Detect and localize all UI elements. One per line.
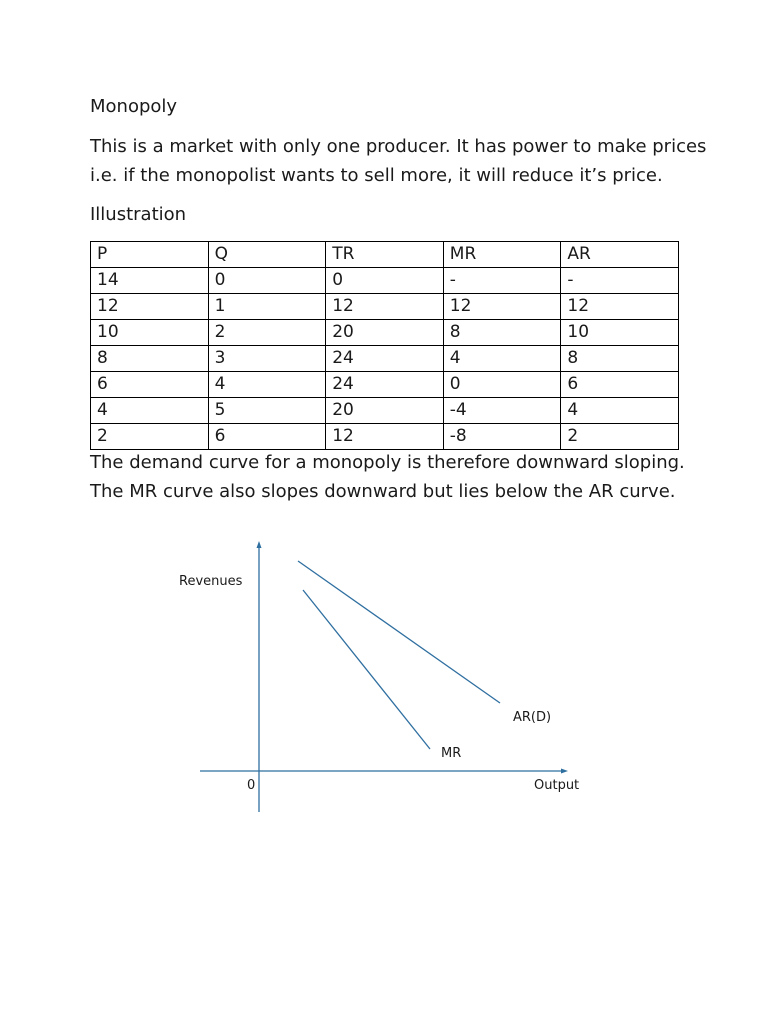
table-cell: 3 (208, 346, 326, 372)
table-cell: 6 (208, 424, 326, 450)
table-cell: 2 (208, 320, 326, 346)
table-cell: 8 (91, 346, 209, 372)
mr-curve (303, 590, 430, 749)
table-header-row (91, 242, 679, 268)
table-header-cell: AR (561, 242, 679, 268)
x-axis (200, 769, 568, 774)
table-row (91, 398, 679, 424)
table-cell: 12 (326, 424, 444, 450)
table-cell: 8 (561, 346, 679, 372)
table-row (91, 294, 679, 320)
table-header-cell: Q (208, 242, 326, 268)
conclusion-line-2: The MR curve also slopes downward but lies below the AR curve. (90, 481, 676, 502)
illustration-label: Illustration (90, 204, 187, 225)
table-cell: 2 (91, 424, 209, 450)
x-axis-label: Output (534, 778, 580, 793)
table-cell: 24 (326, 372, 444, 398)
table-cell: 12 (91, 294, 209, 320)
origin-label: 0 (247, 778, 256, 793)
table-cell: -8 (443, 424, 561, 450)
page-heading: Monopoly (90, 96, 178, 117)
y-axis-label: Revenues (179, 574, 243, 589)
table-cell: 0 (326, 268, 444, 294)
table-cell: 8 (443, 320, 561, 346)
intro-paragraph (90, 132, 706, 190)
intro-line-2: i.e. if the monopolist wants to sell more, it will reduce it’s price. (90, 165, 663, 186)
table-cell: 10 (91, 320, 209, 346)
table-cell: 0 (208, 268, 326, 294)
table-row (91, 424, 679, 450)
table-row (91, 372, 679, 398)
table-row (91, 320, 679, 346)
intro-line-1: This is a market with only one producer. It has power to make prices (90, 136, 707, 157)
table-cell: 12 (326, 294, 444, 320)
table-cell: 4 (91, 398, 209, 424)
table-cell: 4 (208, 372, 326, 398)
ar-curve-label: AR(D) (513, 710, 552, 725)
table-cell: -4 (443, 398, 561, 424)
table-cell: 14 (91, 268, 209, 294)
table-cell: - (561, 268, 679, 294)
table-cell: 6 (561, 372, 679, 398)
table-row (91, 346, 679, 372)
conclusion-paragraph (90, 448, 685, 506)
table-cell: 20 (326, 320, 444, 346)
table-cell: 10 (561, 320, 679, 346)
mr-curve-label: MR (441, 746, 462, 761)
table-cell: 6 (91, 372, 209, 398)
table-cell: 12 (561, 294, 679, 320)
conclusion-line-1: The demand curve for a monopoly is therefore downward sloping. (90, 452, 685, 473)
revenue-table (90, 241, 679, 450)
table-row (91, 268, 679, 294)
table-header-cell: MR (443, 242, 561, 268)
table-cell: 4 (443, 346, 561, 372)
table-cell: 1 (208, 294, 326, 320)
table-header-cell: TR (326, 242, 444, 268)
table-cell: - (443, 268, 561, 294)
ar-demand-curve (298, 561, 500, 703)
y-axis (257, 541, 262, 812)
table-cell: 12 (443, 294, 561, 320)
table-cell: 5 (208, 398, 326, 424)
table-header-cell: P (91, 242, 209, 268)
table-cell: 2 (561, 424, 679, 450)
table-cell: 24 (326, 346, 444, 372)
table-cell: 4 (561, 398, 679, 424)
table-cell: 20 (326, 398, 444, 424)
table-cell: 0 (443, 372, 561, 398)
